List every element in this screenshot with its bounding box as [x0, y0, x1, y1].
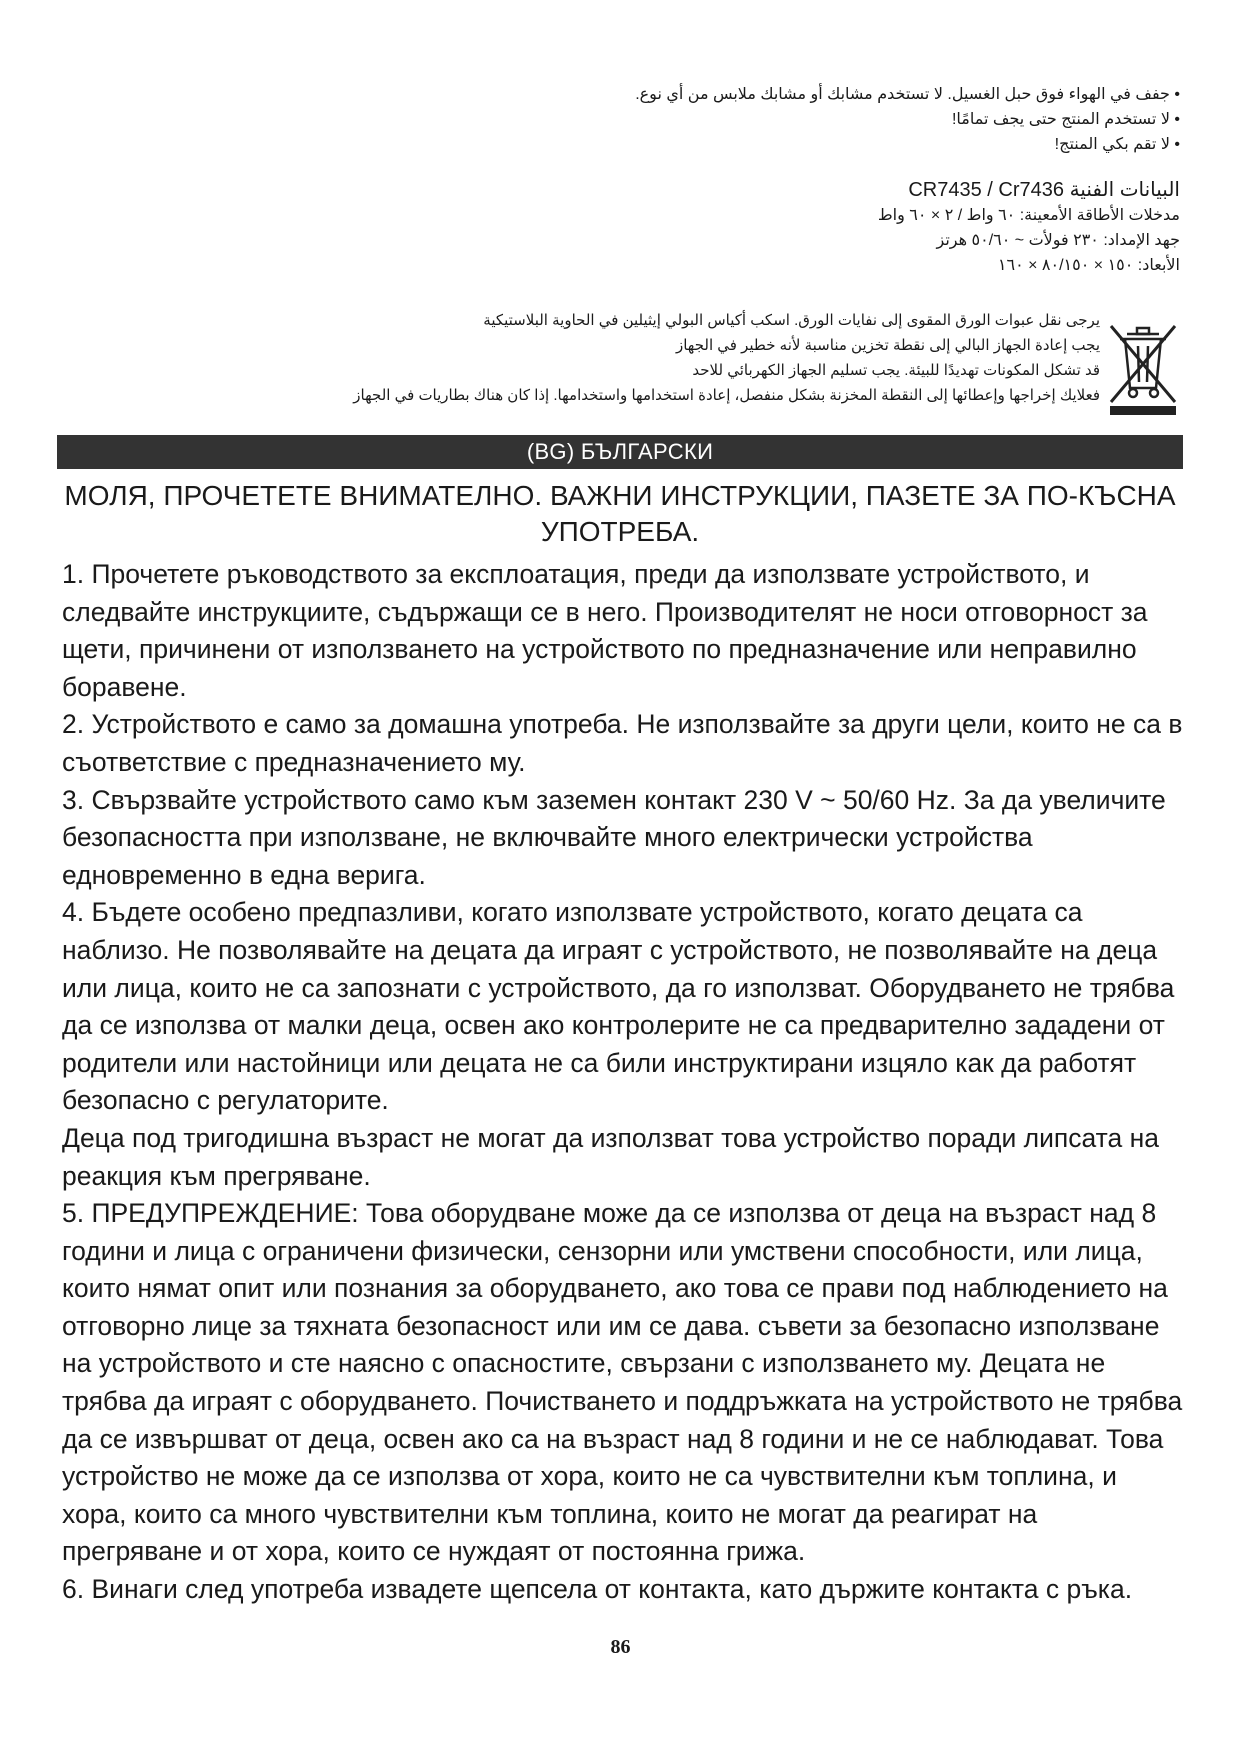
weee-line: قد تشكل المكونات تهديدًا للبيئة. يجب تسليم الجهاز الكهربائي للاحد	[692, 362, 1100, 379]
weee-line: فعلايك إخراجها وإعطائها إلى النقطة المخزنة بشكل منفصل، إعادة استخدامها واستخدامها. إذا كان هناك بطاريات في الجهاز	[353, 387, 1100, 404]
arabic-care-instructions	[560, 82, 1180, 157]
technical-data-line: مدخلات الأطاقة الأمعينة: ٦٠ واط / ٢ × ٦٠ واط	[877, 207, 1180, 224]
weee-line: يرجى نقل عبوات الورق المقوى إلى نفايات الورق. اسكب أكياس البولي إيثيلين في الحاوية البلاستيكية	[483, 312, 1100, 329]
instruction-paragraph: 2. Устройството е само за домашна употреба. Не използвайте за други цели, които не са в съответствие с предназначението му.	[62, 709, 1183, 777]
arabic-care-line: • جفف في الهواء فوق حبل الغسيل. لا تستخدم مشابك أو مشابك ملابس من أي نوع.	[635, 86, 1180, 103]
arabic-technical-data	[720, 178, 1180, 278]
instruction-paragraph: 4. Бъдете особено предпазливи, когато използвате устройството, когато децата са наблизо. Не позволявайте на децата да играят с устройството, не позволявайте на деца или лица, които не са запознати с устройството, да го използват. Оборудването не трябва да се използва от малки деца, освен ако контролерите не са предварително зададени от родители или настойници или децата не са били инструктирани изцяло как да работят безопасно с регулаторите.	[62, 897, 1175, 1116]
instruction-paragraph: 1. Прочетете ръководството за експлоатация, преди да използвате устройството, и следвайте инструкциите, съдържащи се в него. Производителят не носи отговорност за щети, причинени от използването на устройството по предназначение или неправилно боравене.	[62, 559, 1148, 702]
section-title: МОЛЯ, ПРОЧЕТЕТЕ ВНИМАТЕЛНО. ВАЖНИ ИНСТРУКЦИИ, ПАЗЕТЕ ЗА ПО-КЪСНА УПОТРЕБА.	[64, 480, 1176, 547]
arabic-care-line: • لا تستخدم المنتج حتى يجف تمامًا!	[951, 111, 1180, 128]
technical-data-title: البيانات الفنية CR7435 / Cr7436	[908, 179, 1180, 201]
weee-line: يجب إعادة الجهاز البالي إلى نقطة تخزين مناسبة لأنه خطير في الجهاز	[675, 337, 1100, 354]
weee-disposal-notice	[190, 300, 1180, 416]
instruction-paragraph: 5. ПРЕДУПРЕЖДЕНИЕ: Това оборудване може да се използва от деца на възраст над 8 години и лица с ограничени физически, сензорни или умствени способности, или лица, които нямат опит или познания за оборудването, ако това се прави под наблюдението на отговорно лице за тяхната безопасност или им се дава. съвети за безопасно използване на устройството и сте наясно с опасностите, свързани с използването му. Децата не трябва да играят с оборудването. Почистването и поддръжката на устройството не трябва да се извършват от деца, освен ако са на възраст над 8 години и не се наблюдават. Това устройство не може да се използва от хора, които не са чувствителни към топлина, и хора, които са много чувствителни към топлина, които не могат да реагират на прегряване и от хора, които се нуждаят от постоянна грижа.	[62, 1198, 1183, 1567]
instruction-paragraph: Деца под тригодишна възраст не могат да използват това устройство поради липсата на реакция към прегряване.	[62, 1122, 1159, 1191]
technical-data-line: الأبعاد: ١٥٠ × ٨٠/١٥٠ × ١٦٠	[997, 257, 1180, 274]
arabic-care-line: • لا تقم بكي المنتج!	[1054, 136, 1180, 153]
instruction-paragraph: 6. Винаги след употреба извадете щепсела от контакта, като държите контакта с ръка.	[62, 1574, 1133, 1605]
page-number: 86	[610, 1636, 631, 1658]
instructions-body	[62, 556, 1184, 1609]
instruction-paragraph: 3. Свързвайте устройството само към заземен контакт 230 V ~ 50/60 Hz. За да увеличите безопасността при използване, не включвайте много електрически устройства едновременно в една верига.	[62, 784, 1166, 890]
crossed-out-wheelie-bin-icon	[1106, 322, 1180, 416]
language-section-header: (BG) БЪЛГАРСКИ	[57, 435, 1183, 469]
technical-data-line: جهد الإمداد: ٢٣٠ فولأت ~ ٥٠/٦٠ هرتز	[936, 232, 1180, 249]
weee-text	[190, 308, 1100, 408]
